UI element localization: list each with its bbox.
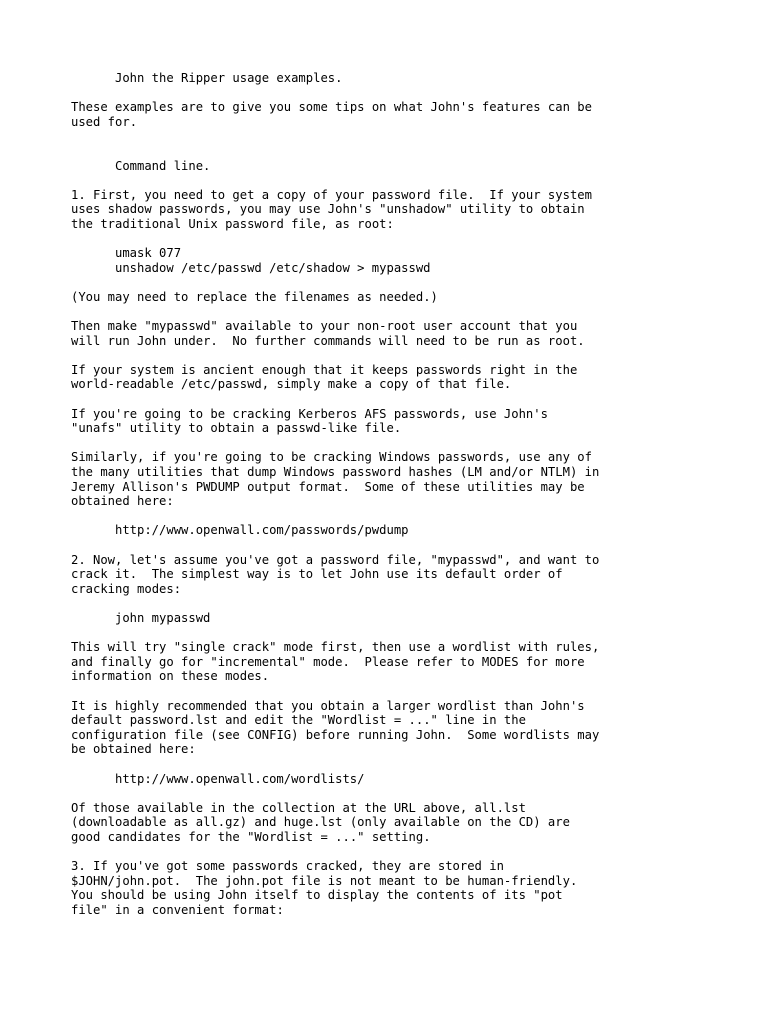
modes-paragraph: This will try "single crack" mode first, then use a wordlist with rules, and finally go for "incremental" mode. Please refer to MODES for more information on these modes.: [71, 640, 600, 684]
spacer: [71, 626, 711, 641]
kerberos-paragraph: If you're going to be cracking Kerberos AFS passwords, use John's "unafs" utility to obtain a passwd-like file.: [71, 406, 548, 436]
spacer: [71, 86, 711, 101]
spacer: [71, 509, 711, 524]
spacer: [71, 538, 711, 553]
step1-commands: umask 077 unshadow /etc/passwd /etc/shadow > mypasswd: [115, 246, 431, 275]
pwdump-url: http://www.openwall.com/passwords/pwdump: [115, 523, 409, 538]
step2-paragraph: 2. Now, let's assume you've got a password file, "mypasswd", and want to crack it. The simplest way is to let John use its default order of cracking modes:: [71, 552, 600, 596]
spacer: [71, 392, 711, 407]
spacer: [71, 348, 711, 363]
spacer: [71, 436, 711, 451]
step2-command: john mypasswd: [115, 610, 211, 625]
spacer: [71, 844, 711, 859]
collection-paragraph: Of those available in the collection at the URL above, all.lst (downloadable as all.gz) and huge.lst (only available on the CD) are good candidates for the "Wordlist = ..." setting.: [71, 800, 570, 844]
spacer: [71, 786, 711, 801]
spacer: [71, 305, 711, 320]
windows-paragraph: Similarly, if you're going to be cracking Windows passwords, use any of the many utilities that dump Windows password hashes (LM and/or NTLM) in Jeremy Allison's PWDUMP output format. Some of these utilities may be obtained here:: [71, 450, 600, 509]
wordlist-paragraph: It is highly recommended that you obtain a larger wordlist than John's default password.lst and edit the "Wordlist = ..." line in the configuration file (see CONFIG) before running John. Some wordlists may be obtained here:: [71, 698, 600, 757]
document-page: [71, 71, 711, 917]
spacer: [71, 757, 711, 772]
spacer: [71, 275, 711, 290]
step1-note: (You may need to replace the filenames as needed.): [71, 289, 438, 304]
spacer: [71, 596, 711, 611]
step3-paragraph: 3. If you've got some passwords cracked, they are stored in $JOHN/john.pot. The john.pot file is not meant to be human-friendly. You should be using John itself to display the contents of its "pot file" in a convenient format:: [71, 859, 578, 917]
wordlists-url: http://www.openwall.com/wordlists/: [115, 771, 365, 786]
ancient-system-paragraph: If your system is ancient enough that it keeps passwords right in the world-readable /etc/passwd, simply make a copy of that file.: [71, 362, 578, 392]
step1-paragraph: 1. First, you need to get a copy of your password file. If your system uses shadow passwords, you may use John's "unshadow" utility to obtain the traditional Unix password file, as root:: [71, 187, 592, 231]
document-title: John the Ripper usage examples.: [115, 71, 343, 85]
spacer: [71, 684, 711, 699]
intro-paragraph: These examples are to give you some tips on what John's features can be used for.: [71, 100, 592, 129]
nonroot-paragraph: Then make "mypasswd" available to your non-root user account that you will run John under. No further commands will need to be run as root.: [71, 319, 585, 348]
spacer: [71, 173, 711, 188]
spacer: [71, 232, 711, 247]
spacer: [71, 129, 711, 158]
section-heading: Command line.: [115, 158, 211, 173]
